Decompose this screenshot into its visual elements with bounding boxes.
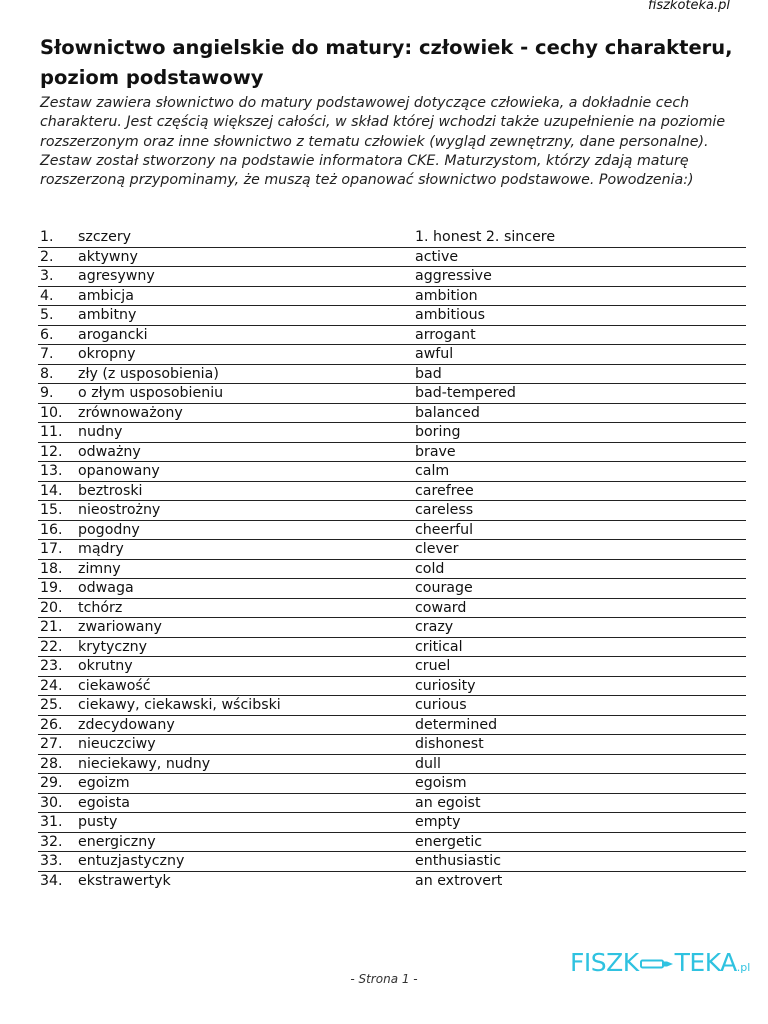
english-word: balanced (415, 404, 480, 421)
vocab-number: 34. (40, 872, 63, 889)
english-word: cruel (415, 658, 451, 674)
vocab-row (38, 462, 746, 482)
polish-word: ciekawość (78, 677, 151, 694)
vocab-number: 27. (40, 736, 63, 752)
polish-word: szczery (78, 229, 132, 245)
polish-word: agresywny (78, 268, 155, 284)
english-word: coward (415, 599, 467, 616)
polish-word: aktywny (78, 248, 138, 265)
vocab-row (38, 365, 746, 385)
english-word: boring (415, 424, 461, 440)
logo-tld: .pl (736, 961, 751, 974)
vocabulary-table (38, 228, 746, 891)
vocab-number: 24. (40, 677, 63, 694)
vocab-row (38, 813, 746, 833)
polish-word: arogancki (78, 326, 148, 343)
english-word: crazy (415, 619, 454, 635)
english-word: empty (415, 814, 461, 830)
page-title: Słownictwo angielskie do matury: człowiek - cechy charakteru, poziom podstawowy (40, 36, 733, 89)
pen-icon (640, 957, 674, 971)
vocab-number: 5. (40, 307, 54, 323)
vocab-number: 2. (40, 248, 54, 265)
vocab-row (38, 638, 746, 658)
english-word: bad-tempered (415, 385, 516, 401)
polish-word: ciekawy, ciekawski, wścibski (78, 697, 281, 713)
vocab-number: 28. (40, 755, 63, 772)
english-word: an extrovert (415, 872, 503, 889)
vocab-number: 33. (40, 853, 63, 869)
vocab-row (38, 599, 746, 619)
vocab-row (38, 267, 746, 287)
vocab-number: 23. (40, 658, 63, 674)
vocab-row (38, 482, 746, 502)
english-word: egoism (415, 775, 467, 791)
vocab-row (38, 657, 746, 677)
english-word: arrogant (415, 326, 476, 343)
vocab-row (38, 833, 746, 853)
english-word: determined (415, 716, 498, 733)
english-word: bad (415, 365, 442, 382)
english-word: ambition (415, 287, 478, 304)
vocab-number: 32. (40, 833, 63, 850)
polish-word: tchórz (78, 599, 123, 616)
polish-word: egoizm (78, 775, 130, 791)
vocab-row (38, 326, 746, 346)
vocab-number: 3. (40, 268, 54, 284)
vocab-row (38, 872, 746, 892)
vocab-number: 26. (40, 716, 63, 733)
vocab-number: 20. (40, 599, 63, 616)
vocab-number: 19. (40, 580, 63, 596)
polish-word: zły (z usposobienia) (78, 365, 219, 382)
vocab-number: 14. (40, 482, 63, 499)
polish-word: zdecydowany (78, 716, 175, 733)
english-word: 1. honest 2. sincere (415, 229, 556, 245)
polish-word: energiczny (78, 833, 156, 850)
polish-word: krytyczny (78, 638, 148, 655)
vocab-number: 9. (40, 385, 54, 401)
polish-word: pogodny (78, 521, 140, 538)
vocab-number: 11. (40, 424, 63, 440)
vocab-row (38, 618, 746, 638)
vocab-row (38, 404, 746, 424)
vocab-row (38, 677, 746, 697)
english-word: critical (415, 638, 463, 655)
vocab-number: 16. (40, 521, 63, 538)
vocab-number: 21. (40, 619, 63, 635)
vocab-number: 31. (40, 814, 63, 830)
polish-word: beztroski (78, 482, 143, 499)
vocab-number: 1. (40, 229, 54, 245)
polish-word: mądry (78, 541, 124, 557)
vocab-number: 15. (40, 502, 63, 518)
vocab-row (38, 443, 746, 463)
vocab-row (38, 755, 746, 775)
vocab-row (38, 384, 746, 404)
english-word: an egoist (415, 794, 481, 811)
page-number: - Strona 1 - (350, 972, 418, 986)
polish-word: egoista (78, 794, 131, 811)
vocab-number: 10. (40, 404, 63, 421)
vocab-row (38, 560, 746, 580)
polish-word: ambicja (78, 287, 134, 304)
site-name: fiszkoteka.pl (647, 0, 730, 13)
logo-text-left: FISZK (570, 948, 639, 977)
vocab-number: 17. (40, 541, 63, 557)
english-word: dull (415, 755, 441, 772)
english-word: enthusiastic (415, 853, 501, 869)
vocab-row (38, 540, 746, 560)
english-word: calm (415, 463, 450, 479)
polish-word: ambitny (78, 307, 137, 323)
vocab-row (38, 852, 746, 872)
vocab-row (38, 521, 746, 541)
english-word: dishonest (415, 736, 484, 752)
vocab-number: 30. (40, 794, 63, 811)
vocab-number: 7. (40, 346, 54, 362)
polish-word: zwariowany (78, 619, 162, 635)
vocab-number: 4. (40, 287, 54, 304)
vocab-number: 13. (40, 463, 63, 479)
polish-word: opanowany (78, 463, 160, 479)
vocab-row (38, 423, 746, 443)
vocab-row (38, 794, 746, 814)
logo-text-right: TEKA (674, 948, 737, 977)
polish-word: nieciekawy, nudny (78, 755, 211, 772)
vocab-number: 6. (40, 326, 54, 343)
english-word: aggressive (415, 268, 492, 284)
english-word: active (415, 248, 459, 265)
english-word: carefree (415, 482, 474, 499)
vocab-row (38, 501, 746, 521)
vocab-number: 22. (40, 638, 63, 655)
polish-word: zimny (78, 560, 121, 577)
vocab-row (38, 306, 746, 326)
english-word: curious (415, 697, 467, 713)
polish-word: okrutny (78, 658, 133, 674)
english-word: cold (415, 560, 445, 577)
polish-word: okropny (78, 346, 136, 362)
vocab-row (38, 716, 746, 736)
vocab-number: 18. (40, 560, 63, 577)
english-word: curiosity (415, 677, 476, 694)
polish-word: nieuczciwy (78, 736, 156, 752)
vocab-row (38, 287, 746, 307)
polish-word: nudny (78, 424, 123, 440)
polish-word: o złym usposobieniu (78, 385, 224, 401)
english-word: brave (415, 443, 456, 460)
english-word: careless (415, 502, 474, 518)
polish-word: entuzjastyczny (78, 853, 185, 869)
vocab-row (38, 228, 746, 248)
english-word: ambitious (415, 307, 486, 323)
polish-word: pusty (78, 814, 118, 830)
english-word: clever (415, 541, 459, 557)
vocab-row (38, 735, 746, 755)
vocab-row (38, 345, 746, 365)
english-word: awful (415, 346, 454, 362)
vocab-row (38, 774, 746, 794)
vocab-row (38, 248, 746, 268)
intro-paragraph: Zestaw zawiera słownictwo do matury podstawowej dotyczące człowieka, a dokładnie cech charakteru. Jest częścią większej całości, w skład której wchodzi także uzupełnienie na poziomie rozszerzonym oraz inne słownictwo z tematu człowiek (wygląd zewnętrzny, dane personalne). Zestaw został stworzony na podstawie informatora CKE. Maturzystom, którzy zdają maturę rozszerzoną przypominamy, że muszą też opanować słownictwo podstawowe. Powodzenia:) (40, 95, 726, 189)
polish-word: nieostrożny (78, 502, 161, 518)
vocab-row (38, 579, 746, 599)
vocab-number: 8. (40, 365, 54, 382)
polish-word: odwaga (78, 580, 134, 596)
vocab-row (38, 696, 746, 716)
vocab-number: 12. (40, 443, 63, 460)
vocab-number: 29. (40, 775, 63, 791)
polish-word: odważny (78, 443, 141, 460)
vocab-number: 25. (40, 697, 63, 713)
polish-word: ekstrawertyk (78, 872, 171, 889)
english-word: courage (415, 580, 473, 596)
english-word: cheerful (415, 521, 474, 538)
english-word: energetic (415, 833, 483, 850)
polish-word: zrównoważony (78, 404, 183, 421)
